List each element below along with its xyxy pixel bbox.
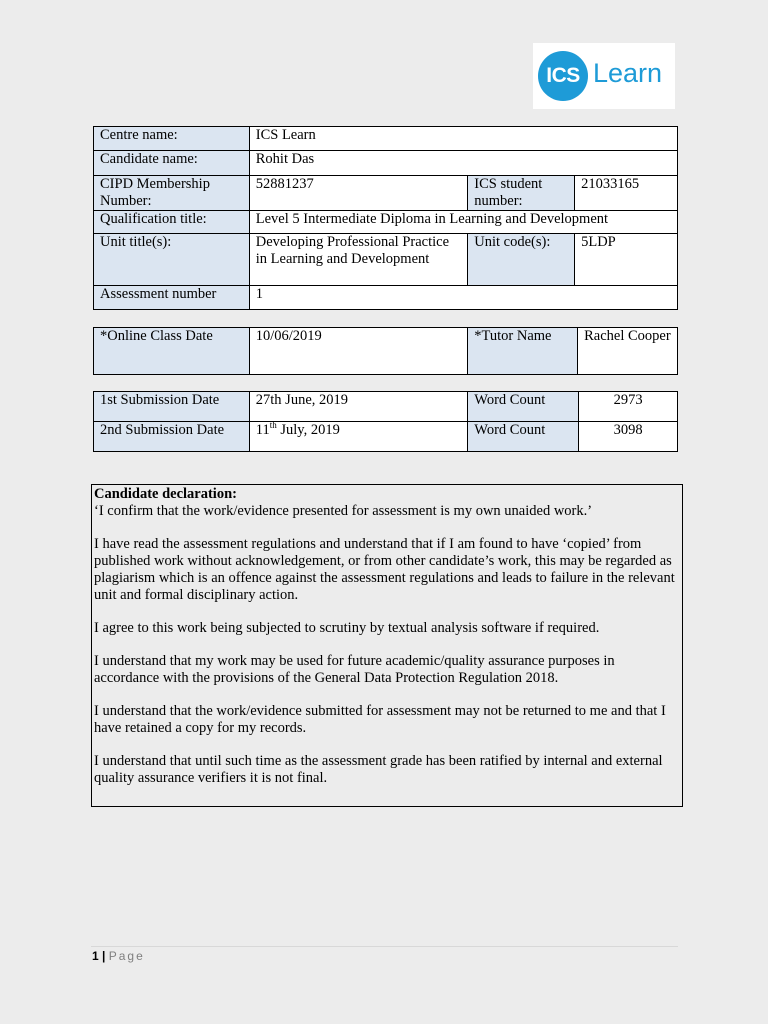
online-class-date-label: *Online Class Date bbox=[94, 328, 250, 375]
declaration-paragraph: I understand that until such time as the assessment grade has been ratified by internal and external quality assurance verifiers it is not final. bbox=[94, 753, 663, 786]
footer-divider bbox=[91, 946, 678, 947]
assessment-number-value: 1 bbox=[249, 286, 677, 310]
declaration-paragraph: I have read the assessment regulations and understand that if I am found to have ‘copied’ from published work without acknowledgement, or from other candidate’s work, this may be regarded as plagiarism which is an offence against the assessment regulations and leads to failure in the relevant unit and formal disciplinary action. bbox=[94, 536, 675, 603]
declaration-paragraph: I understand that the work/evidence submitted for assessment may not be returned to me and that I have retained a copy for my records. bbox=[94, 703, 666, 736]
online-class-date-value: 10/06/2019 bbox=[249, 328, 468, 375]
second-submission-label: 2nd Submission Date bbox=[94, 422, 250, 452]
tutor-name-value: Rachel Cooper bbox=[578, 328, 678, 375]
page-footer bbox=[92, 949, 145, 963]
declaration-paragraph: I understand that my work may be used for future academic/quality assurance purposes in accordance with the provisions of the General Data Protection Regulation 2018. bbox=[94, 653, 615, 686]
cipd-number-value: 52881237 bbox=[249, 176, 468, 211]
ics-student-number-value: 21033165 bbox=[575, 176, 678, 211]
logo-badge: ICS bbox=[538, 51, 588, 101]
candidate-declaration bbox=[91, 484, 683, 807]
unit-title-label: Unit title(s): bbox=[94, 234, 250, 286]
second-date-suffix: th bbox=[269, 420, 277, 431]
submission-table bbox=[93, 391, 678, 452]
first-submission-label: 1st Submission Date bbox=[94, 392, 250, 422]
declaration-statement: ‘I confirm that the work/evidence presented for assessment is my own unaided work.’ bbox=[94, 503, 593, 519]
second-date-day: 11 bbox=[255, 422, 270, 438]
unit-code-value: 5LDP bbox=[575, 234, 678, 286]
logo-name: Learn bbox=[593, 58, 663, 88]
unit-title-value: Developing Professional Practice in Learning and Development bbox=[249, 234, 468, 286]
cipd-number-label: CIPD Membership Number: bbox=[94, 176, 250, 211]
assessment-number-label: Assessment number bbox=[94, 286, 250, 310]
candidate-info-table bbox=[93, 126, 678, 310]
footer-separator: | bbox=[102, 949, 106, 963]
declaration-paragraph: I agree to this work being subjected to scrutiny by textual analysis software if required. bbox=[94, 620, 600, 636]
class-info-table bbox=[93, 327, 678, 375]
candidate-name-label: Candidate name: bbox=[94, 151, 250, 176]
centre-name-value: ICS Learn bbox=[249, 127, 677, 151]
second-date-rest: July, 2019 bbox=[276, 422, 340, 438]
second-submission-date bbox=[249, 422, 468, 452]
word-count-label: Word Count bbox=[468, 392, 579, 422]
ics-learn-logo bbox=[533, 43, 675, 109]
candidate-name-value: Rohit Das bbox=[249, 151, 677, 176]
unit-code-label: Unit code(s): bbox=[468, 234, 575, 286]
first-word-count: 2973 bbox=[579, 392, 678, 422]
first-submission-date: 27th June, 2019 bbox=[249, 392, 468, 422]
qualification-title-label: Qualification title: bbox=[94, 211, 250, 234]
tutor-name-label: *Tutor Name bbox=[468, 328, 578, 375]
ics-student-number-label: ICS student number: bbox=[468, 176, 575, 211]
qualification-title-value: Level 5 Intermediate Diploma in Learning and Development bbox=[249, 211, 677, 234]
page-number: 1 bbox=[92, 949, 99, 963]
declaration-heading: Candidate declaration: bbox=[94, 486, 237, 502]
page-word: Page bbox=[108, 949, 145, 963]
word-count-label: Word Count bbox=[468, 422, 579, 452]
centre-name-label: Centre name: bbox=[94, 127, 250, 151]
second-word-count: 3098 bbox=[579, 422, 678, 452]
